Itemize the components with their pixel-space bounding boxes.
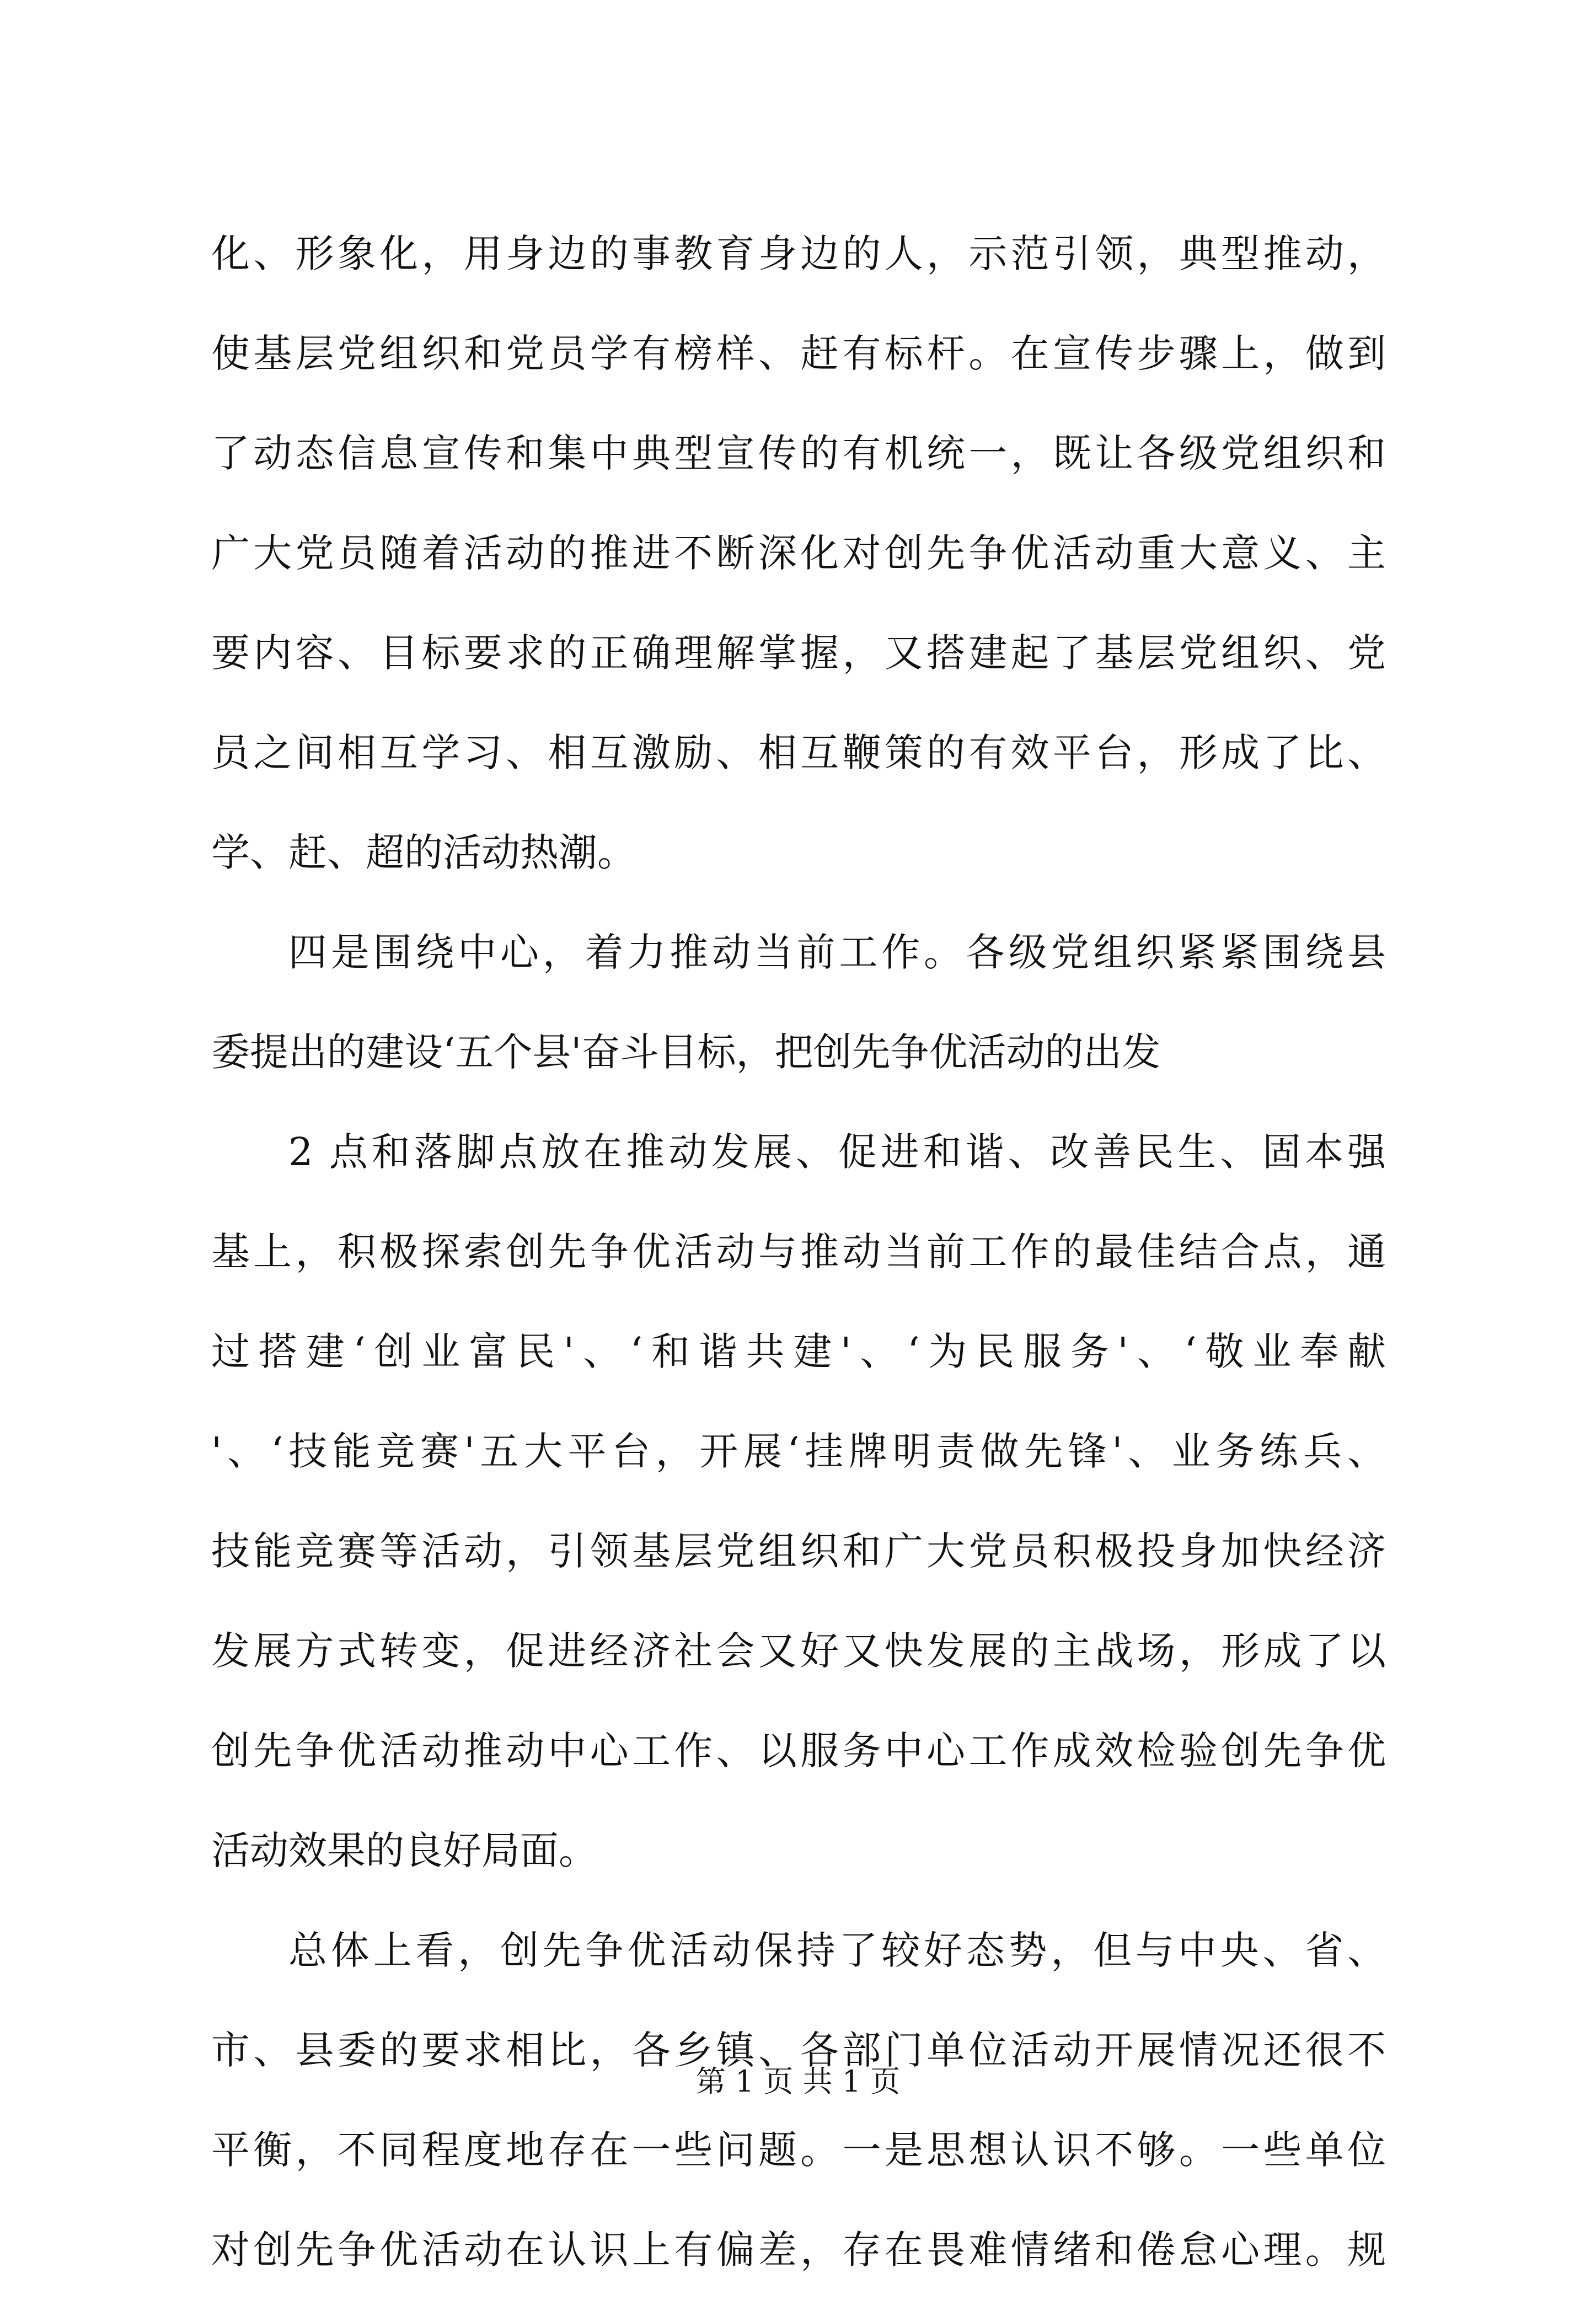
- paragraph-start-line: 总体上看，创先争优活动保持了较好态势，但与中央、省、: [288, 1928, 1386, 1973]
- text-line: 学、赶、超的活动热潮。: [211, 830, 636, 875]
- text-line: 发展方式转变，促进经济社会又好又快发展的主战场，形成了以: [211, 1628, 1386, 1674]
- text-line: 对创先争优活动在认识上有偏差，存在畏难情绪和倦怠心理。规: [211, 2227, 1386, 2272]
- text-line: 技能竞赛等活动，引领基层党组织和广大党员积极投身加快经济: [211, 1529, 1386, 1574]
- text-line: '、‘技能竞赛'五大平台，开展‘挂牌明责做先锋'、业务练兵、: [211, 1429, 1386, 1474]
- document-body: [211, 204, 1386, 2300]
- text-line: 创先争优活动推动中心工作、以服务中心工作成效检验创先争优: [211, 1728, 1386, 1773]
- text-line: 员之间相互学习、相互激励、相互鞭策的有效平台，形成了比、: [211, 730, 1386, 775]
- paragraph-start-line: 2 点和落脚点放在推动发展、促进和谐、改善民生、固本强: [288, 1129, 1386, 1175]
- paragraph-start-line: 四是围绕中心，着力推动当前工作。各级党组织紧紧围绕县: [288, 930, 1386, 975]
- text-line: 平衡，不同程度地存在一些问题。一是思想认识不够。一些单位: [211, 2127, 1386, 2173]
- page-number-label: 第 1 页 共 1 页: [695, 2064, 901, 2099]
- text-line: 使基层党组织和党员学有榜样、赶有标杆。在宣传步骤上，做到: [211, 331, 1386, 376]
- text-line: 要内容、目标要求的正确理解掌握，又搭建起了基层党组织、党: [211, 630, 1386, 675]
- text-line: 市、县委的要求相比，各乡镇、各部门单位活动开展情况还很不: [211, 2028, 1386, 2073]
- text-line: 基上，积极探索创先争优活动与推动当前工作的最佳结合点，通: [211, 1229, 1386, 1274]
- text-line: 活动效果的良好局面。: [211, 1828, 597, 1873]
- text-line: 委提出的建设‘五个县'奋斗目标，把创先争优活动的出发: [211, 1030, 1161, 1075]
- text-line: 化、形象化，用身边的事教育身边的人，示范引领，典型推动，: [211, 231, 1386, 276]
- text-line: 广大党员随着活动的推进不断深化对创先争优活动重大意义、主: [211, 530, 1386, 576]
- text-line: 了动态信息宣传和集中典型宣传的有机统一，既让各级党组织和: [211, 431, 1386, 476]
- page-footer: [0, 2062, 1596, 2101]
- text-line: 过搭建‘创业富民'、‘和谐共建'、‘为民服务'、‘敬业奉献: [211, 1329, 1386, 1374]
